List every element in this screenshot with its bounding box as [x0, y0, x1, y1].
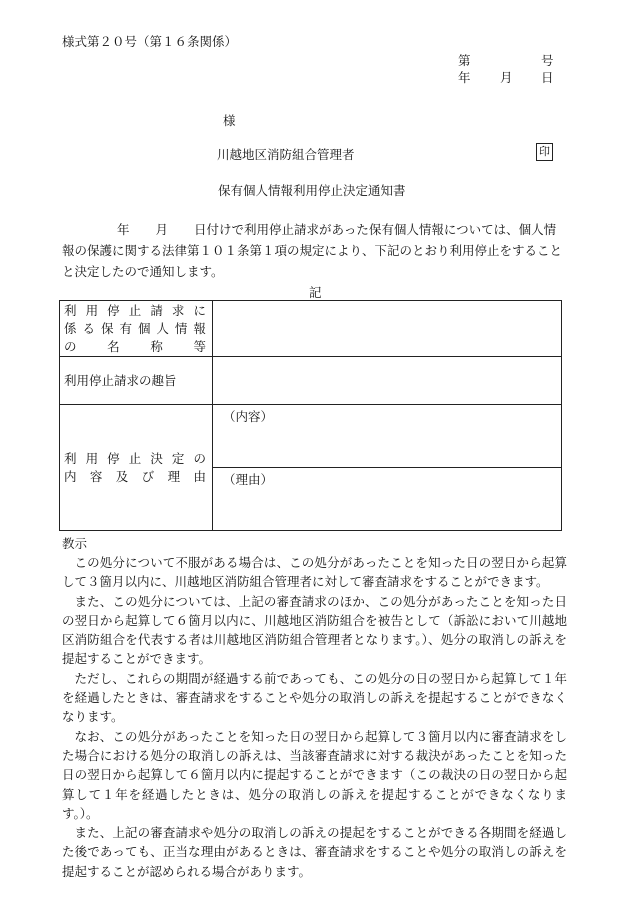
value-request-info [213, 301, 562, 357]
reason-label: （理由） [223, 472, 274, 487]
form-number: 様式第２０号（第１６条関係） [62, 34, 238, 49]
record-table [59, 300, 562, 531]
date-row [458, 69, 553, 86]
notice-paragraph: また、この処分については、上記の審査請求のほか、この処分があったことを知った日の翌日から起算して６箇月以内に、川越地区消防組合を被告として（訴訟において川越地区消防組合を代表する者は川越地区消防組合管理者となります。）、処分の取消しの訴えを提起することができます。 [62, 593, 567, 667]
value-decision-content [213, 405, 562, 468]
label-line: 利 用 停 止 請 求 に [64, 303, 206, 318]
body-text: 日付けで利用停止請求があった保有個人情報については、個人情報の保護に関する法律第１０１条第１項の規定により、下記のとおり利用停止をすることと決定したので通知します。 [62, 222, 563, 279]
date-month: 月 [500, 70, 513, 85]
label-line: 内 容 及 び 理 由 [64, 468, 206, 484]
label-line: 利 用 停 止 決 定 の [64, 450, 206, 466]
notice-paragraph: また、上記の審査請求や処分の取消しの訴えの提起をすることができる各期間を経過した後であっても、正当な理由があるときは、審査請求をすることや処分の取消しの訴えを提起することが認められる場合があります。 [62, 825, 567, 879]
notice-paragraph: この処分について不服がある場合は、この処分があったことを知った日の翌日から起算して３箇月以内に、川越地区消防組合管理者に対して審査請求をすることができます。 [62, 555, 567, 590]
number-suffix: 号 [541, 53, 554, 68]
body-year: 年 [117, 222, 130, 237]
label-line: 係 る 保 有 個 人 情 報 [64, 321, 206, 336]
body-month: 月 [155, 222, 169, 237]
value-request-purpose [213, 357, 562, 405]
table-row [60, 405, 562, 468]
label-line: 利用停止請求の趣旨 [64, 372, 177, 388]
notice-paragraph: なお、この処分があったことを知った日の翌日から起算して３箇月以内に審査請求をした場合における処分の取消しの訴えは、当該審査請求に対する裁決があったことを知った日の翌日から起算して６箇月以内に提起することができます（この裁決の日の翌日から起算して１年を経過したときは、処分の取消しの訴えを提起することができなくなります。）。 [62, 728, 567, 821]
date-day: 日 [541, 70, 554, 85]
record-label: 記 [309, 285, 322, 300]
document-number-date [458, 52, 553, 86]
label-request-purpose [60, 357, 213, 405]
label-decision [60, 405, 213, 531]
document-number-row [458, 52, 553, 69]
table-row [60, 301, 562, 357]
notice-paragraph: ただし、これらの期間が経過する前であっても、この処分の日の翌日から起算して１年を経過したときは、審査請求をすることや処分の取消しの訴えを提起することができなくなります。 [62, 670, 567, 725]
document-title: 保有個人情報利用停止決定通知書 [218, 183, 406, 198]
recipient-honorific: 様 [223, 113, 236, 128]
date-year: 年 [458, 70, 471, 85]
content-label: （内容） [223, 409, 274, 424]
body-paragraph [62, 219, 567, 282]
number-prefix: 第 [458, 53, 471, 68]
notice-title: 教示 [62, 536, 88, 551]
table-row [60, 357, 562, 405]
value-decision-reason [213, 468, 562, 531]
issuer-name: 川越地区消防組合管理者 [217, 147, 355, 162]
seal-mark: 印 [536, 143, 553, 161]
notice-body [62, 553, 567, 881]
label-line: の 名 称 等 [64, 339, 206, 354]
label-request-info [60, 301, 213, 357]
